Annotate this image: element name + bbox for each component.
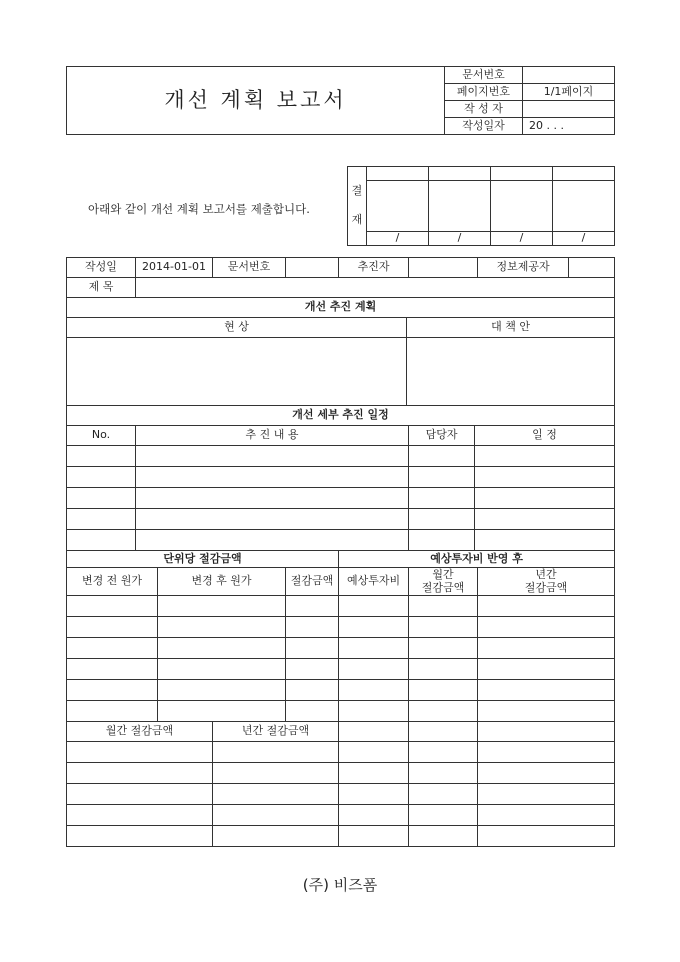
col-yearly-saving (478, 568, 615, 596)
page-no-label: 페이지번호 (445, 84, 523, 101)
schedule-col-owner: 담당자 (409, 426, 475, 446)
schedule-cell[interactable] (409, 488, 475, 509)
summary-cell[interactable] (213, 784, 339, 805)
savings-cell[interactable] (478, 659, 615, 680)
approval-table (347, 166, 615, 246)
col-after-cost: 변경 후 원가 (158, 568, 286, 596)
savings-cell[interactable] (286, 596, 339, 617)
doc-no-value-2[interactable] (286, 258, 339, 278)
schedule-cell[interactable] (67, 509, 136, 530)
summary-cell[interactable] (478, 826, 615, 847)
signature-box-2[interactable] (429, 181, 491, 232)
savings-cell[interactable] (409, 638, 478, 659)
col-saving-amount: 절감금액 (286, 568, 339, 596)
savings-cell[interactable] (478, 638, 615, 659)
intro-text: 아래와 같이 개선 계획 보고서를 제출합니다. (88, 202, 310, 216)
summary-cell[interactable] (67, 805, 213, 826)
info-provider-label: 정보제공자 (478, 258, 569, 278)
approval-label-top: 결 (351, 184, 363, 198)
summary-cell[interactable] (213, 826, 339, 847)
subject-label: 제 목 (67, 278, 136, 298)
schedule-cell[interactable] (475, 530, 615, 551)
author-label: 작 성 자 (445, 101, 523, 118)
date-label: 작성일자 (445, 118, 523, 135)
savings-cell[interactable] (339, 659, 409, 680)
schedule-cell[interactable] (136, 509, 409, 530)
schedule-cell[interactable] (409, 509, 475, 530)
invest-after-title: 예상투자비 반영 후 (339, 551, 615, 568)
approver-title-1[interactable] (367, 167, 429, 181)
approval-label-bottom: 재 (351, 213, 363, 226)
col-yearly-saving-line1: 년간 (535, 568, 557, 582)
summary-cell[interactable] (213, 805, 339, 826)
measure-label: 대 책 안 (407, 318, 615, 338)
schedule-cell[interactable] (67, 467, 136, 488)
col-monthly-saving-line2: 절감금액 (421, 580, 465, 594)
savings-cell[interactable] (478, 617, 615, 638)
schedule-cell[interactable] (475, 446, 615, 467)
summary-cell[interactable] (67, 742, 213, 763)
schedule-cell[interactable] (136, 488, 409, 509)
schedule-cell[interactable] (67, 530, 136, 551)
schedule-cell[interactable] (475, 467, 615, 488)
schedule-cell[interactable] (136, 530, 409, 551)
savings-cell[interactable] (67, 596, 158, 617)
col-expected-invest: 예상투자비 (339, 568, 409, 596)
plan-section-title: 개선 추진 계획 (67, 298, 615, 318)
signature-box-3[interactable] (491, 181, 553, 232)
savings-cell[interactable] (67, 701, 158, 722)
written-date-value[interactable]: 2014-01-01 (136, 258, 213, 278)
author-value[interactable] (523, 101, 615, 118)
sign-date-3[interactable]: / (491, 231, 553, 245)
savings-cell[interactable] (286, 659, 339, 680)
savings-cell[interactable] (67, 680, 158, 701)
summary-cell[interactable] (478, 722, 615, 742)
yearly-saving-total-label: 년간 절감금액 (213, 722, 339, 742)
summary-cell[interactable] (339, 742, 409, 763)
info-provider-value[interactable] (569, 258, 615, 278)
doc-no-value[interactable] (523, 67, 615, 84)
summary-cell[interactable] (213, 742, 339, 763)
summary-cell[interactable] (339, 805, 409, 826)
savings-cell[interactable] (67, 659, 158, 680)
savings-cell[interactable] (339, 596, 409, 617)
savings-cell[interactable] (409, 617, 478, 638)
signature-box-1[interactable] (367, 181, 429, 232)
summary-cell[interactable] (409, 826, 478, 847)
savings-cell[interactable] (409, 659, 478, 680)
savings-cell[interactable] (286, 680, 339, 701)
header-table (66, 66, 615, 135)
savings-cell[interactable] (158, 659, 286, 680)
summary-cell[interactable] (478, 805, 615, 826)
measure-field[interactable] (407, 338, 615, 406)
schedule-cell[interactable] (409, 530, 475, 551)
subject-value[interactable] (136, 278, 615, 298)
doc-no-label-2: 문서번호 (213, 258, 286, 278)
schedule-cell[interactable] (409, 467, 475, 488)
savings-cell[interactable] (286, 617, 339, 638)
summary-cell[interactable] (339, 722, 409, 742)
schedule-cell[interactable] (67, 488, 136, 509)
savings-cell[interactable] (158, 596, 286, 617)
page-no-value: 1/1페이지 (523, 84, 615, 101)
approver-title-3[interactable] (491, 167, 553, 181)
schedule-col-no: No. (67, 426, 136, 446)
savings-cell[interactable] (478, 701, 615, 722)
schedule-cell[interactable] (475, 509, 615, 530)
schedule-cell[interactable] (475, 488, 615, 509)
savings-cell[interactable] (409, 596, 478, 617)
summary-cell[interactable] (478, 742, 615, 763)
summary-cell[interactable] (409, 784, 478, 805)
summary-cell[interactable] (409, 742, 478, 763)
summary-cell[interactable] (213, 763, 339, 784)
savings-cell[interactable] (409, 701, 478, 722)
approver-title-4[interactable] (553, 167, 615, 181)
monthly-saving-total-label: 월간 절감금액 (67, 722, 213, 742)
schedule-cell[interactable] (136, 467, 409, 488)
schedule-cell[interactable] (409, 446, 475, 467)
summary-cell[interactable] (339, 763, 409, 784)
summary-cell[interactable] (478, 763, 615, 784)
savings-cell[interactable] (409, 680, 478, 701)
current-state-field[interactable] (67, 338, 407, 406)
summary-cell[interactable] (409, 722, 478, 742)
savings-cell[interactable] (339, 680, 409, 701)
savings-cell[interactable] (478, 596, 615, 617)
doc-no-label: 문서번호 (445, 67, 523, 84)
savings-cell[interactable] (478, 680, 615, 701)
savings-cell[interactable] (339, 638, 409, 659)
summary-cell[interactable] (409, 763, 478, 784)
savings-cell[interactable] (67, 638, 158, 659)
sign-date-2[interactable]: / (429, 231, 491, 245)
summary-cell[interactable] (67, 826, 213, 847)
col-before-cost: 변경 전 원가 (67, 568, 158, 596)
schedule-col-content: 추 진 내 용 (136, 426, 409, 446)
summary-cell[interactable] (67, 784, 213, 805)
summary-cell[interactable] (478, 784, 615, 805)
savings-cell[interactable] (67, 617, 158, 638)
document-title: 개선 계획 보고서 (67, 67, 445, 135)
main-form-table (66, 257, 615, 847)
col-yearly-saving-line2: 절감금액 (524, 580, 568, 594)
schedule-cell[interactable] (67, 446, 136, 467)
schedule-col-period: 일 정 (475, 426, 615, 446)
summary-cell[interactable] (339, 784, 409, 805)
promoter-value[interactable] (409, 258, 478, 278)
savings-cell[interactable] (339, 617, 409, 638)
current-state-label: 현 상 (67, 318, 407, 338)
signature-box-4[interactable] (553, 181, 615, 232)
schedule-section-title: 개선 세부 추진 일정 (67, 406, 615, 426)
date-value[interactable]: 20 . . . (523, 118, 615, 135)
approval-label (348, 167, 367, 246)
savings-cell[interactable] (158, 680, 286, 701)
summary-cell[interactable] (409, 805, 478, 826)
savings-cell[interactable] (158, 617, 286, 638)
sign-date-4[interactable]: / (553, 231, 615, 245)
col-monthly-saving-line1: 월간 (432, 568, 454, 582)
savings-cell[interactable] (286, 638, 339, 659)
savings-cell[interactable] (158, 701, 286, 722)
unit-savings-title: 단위당 절감금액 (67, 551, 339, 568)
sign-date-1[interactable]: / (367, 231, 429, 245)
approver-title-2[interactable] (429, 167, 491, 181)
company-footer: (주) 비즈폼 (302, 876, 378, 894)
savings-cell[interactable] (158, 638, 286, 659)
written-date-label: 작성일 (67, 258, 136, 278)
summary-cell[interactable] (339, 826, 409, 847)
schedule-cell[interactable] (136, 446, 409, 467)
summary-cell[interactable] (67, 763, 213, 784)
savings-cell[interactable] (286, 701, 339, 722)
promoter-label: 추진자 (339, 258, 409, 278)
savings-cell[interactable] (339, 701, 409, 722)
col-monthly-saving (409, 568, 478, 596)
